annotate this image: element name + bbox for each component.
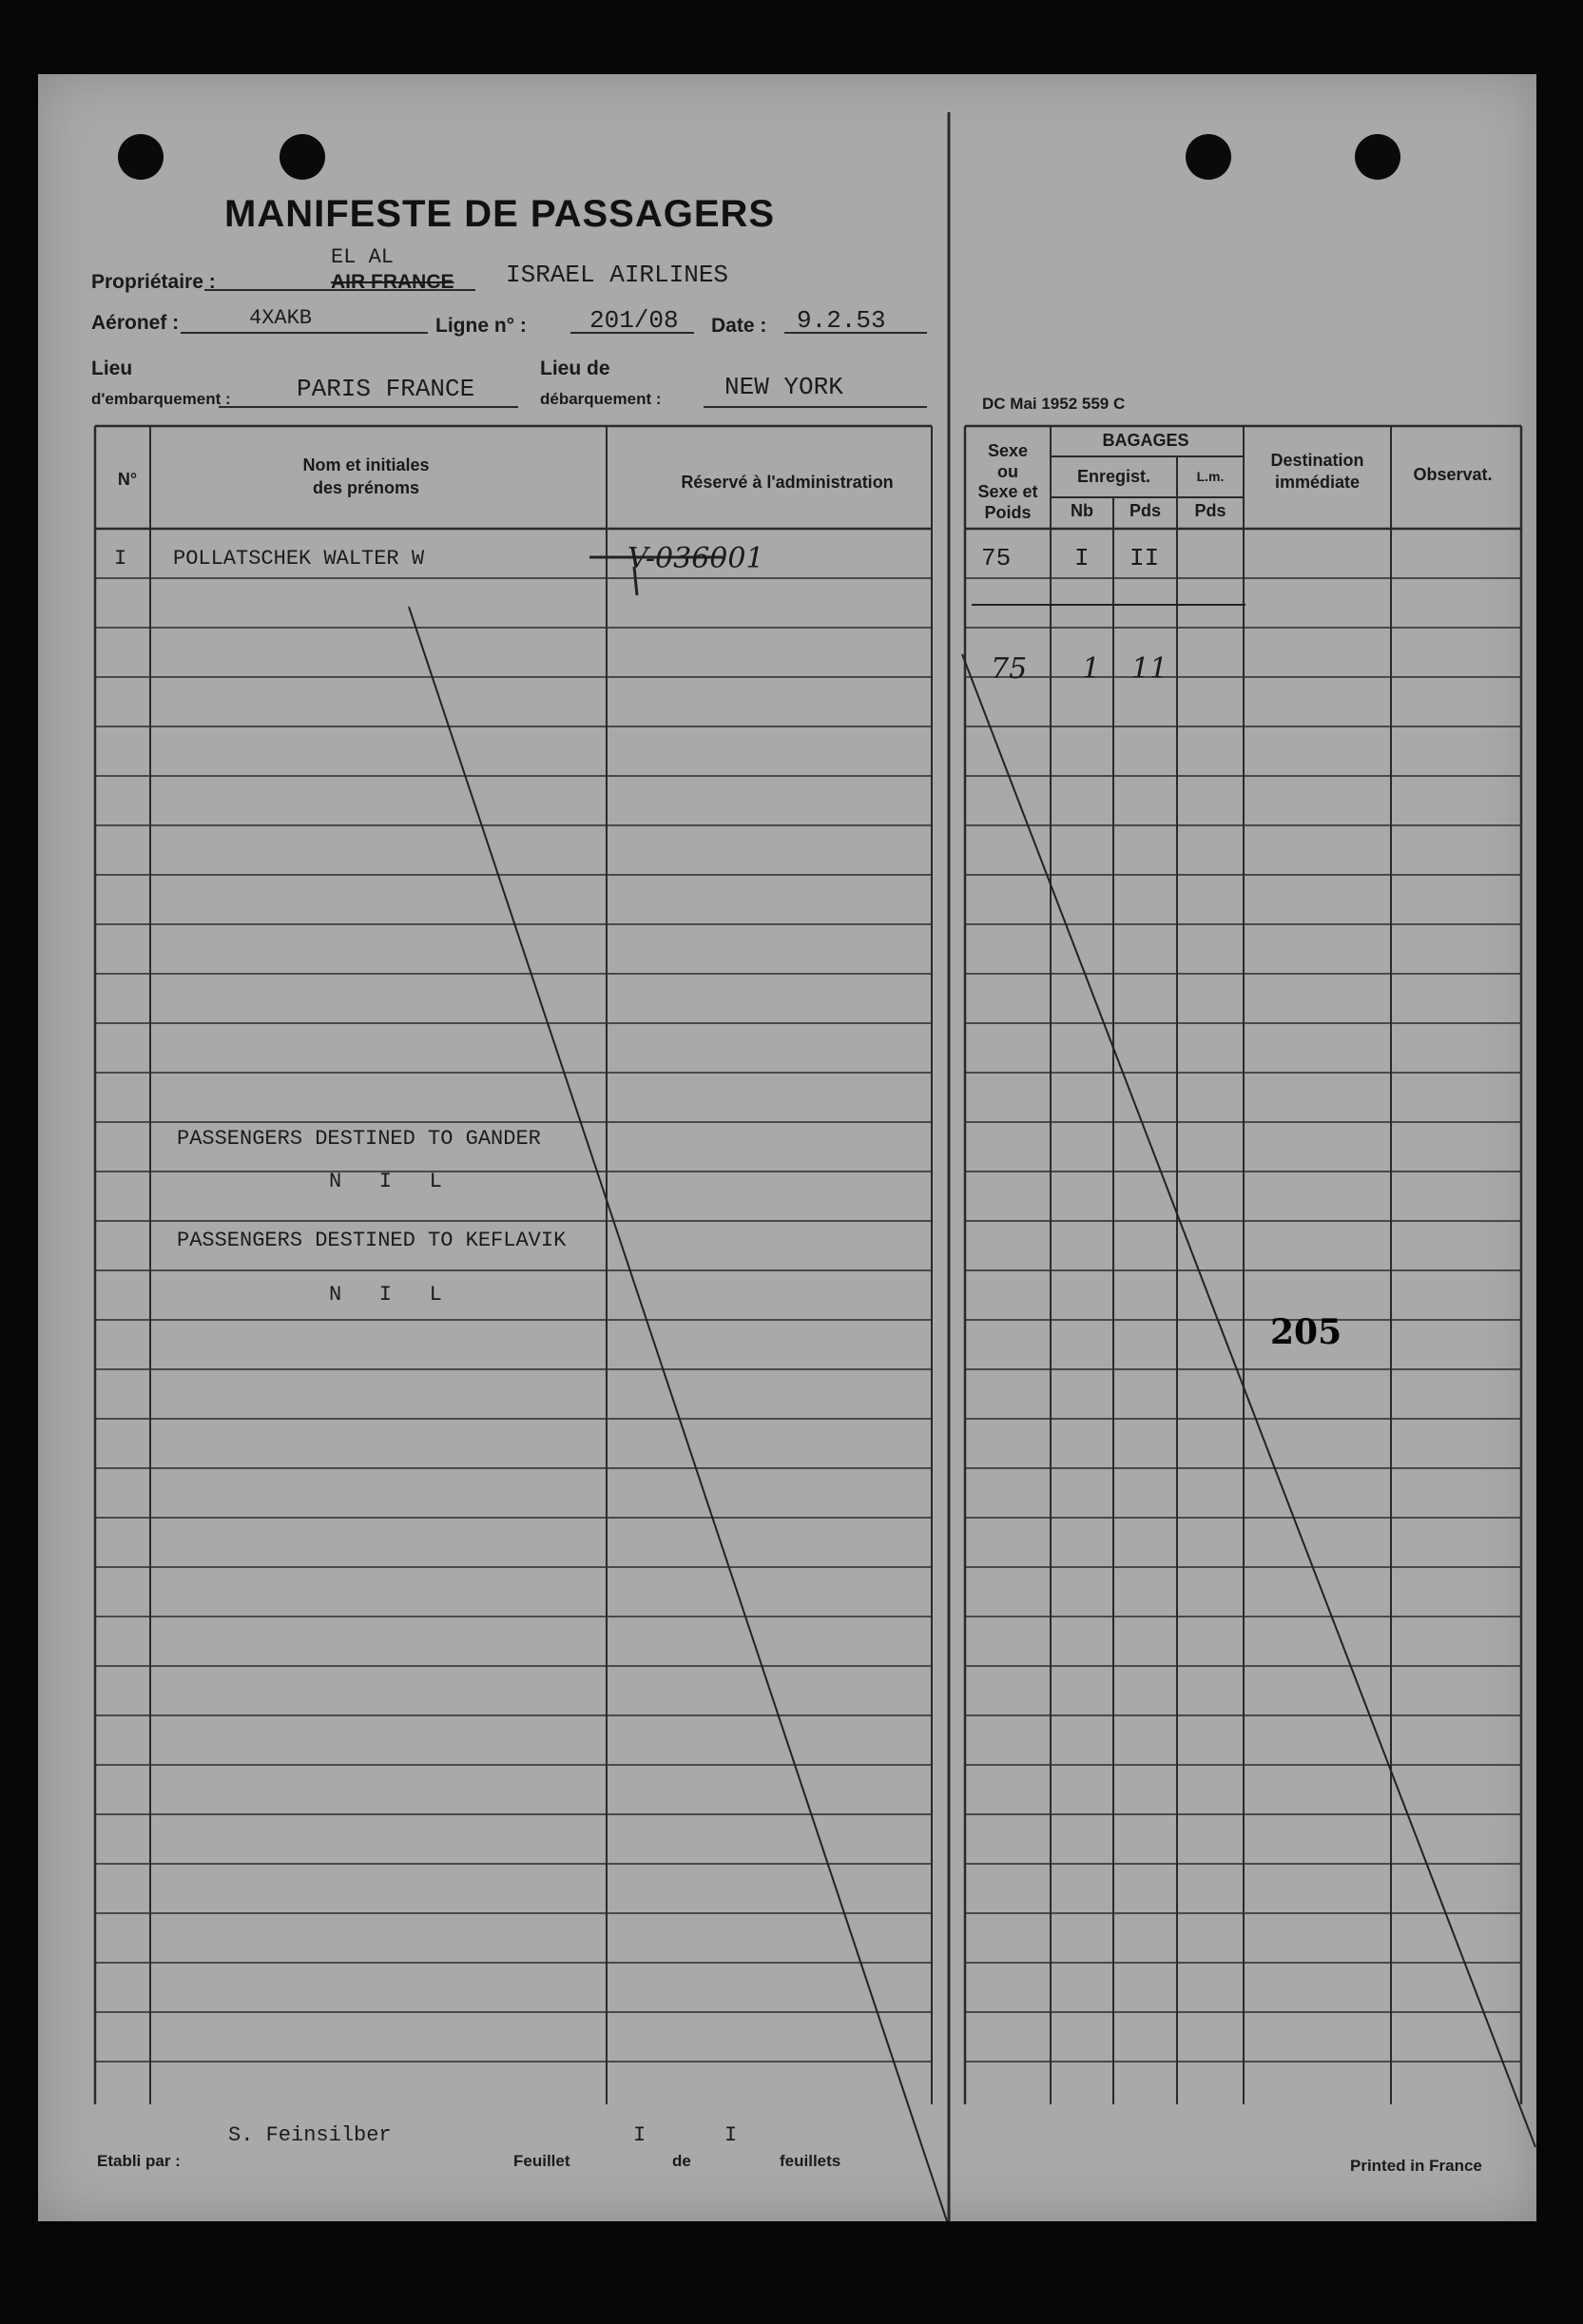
col-header-pds-2: Pds — [1194, 501, 1226, 520]
of-value: I — [724, 2123, 738, 2147]
col-header-sexe-1: Sexe — [987, 441, 1029, 460]
sheet-value: I — [633, 2123, 647, 2147]
passenger-admin-number: V-036001 — [627, 542, 764, 575]
note-keflavik-nil: N I L — [329, 1283, 442, 1307]
punch-hole — [280, 134, 325, 180]
disembark-value: NEW YORK — [724, 373, 843, 401]
col-header-enregist: Enregist. — [1076, 467, 1151, 486]
col-header-pds-1: Pds — [1129, 501, 1161, 520]
note-keflavik: PASSENGERS DESTINED TO KEFLAVIK — [177, 1229, 567, 1252]
punch-hole — [1186, 134, 1231, 180]
embark-value: PARIS FRANCE — [297, 375, 475, 403]
col-header-dest-2: immédiate — [1274, 473, 1361, 492]
stamp-number: 205 — [1270, 1312, 1342, 1352]
col-header-bagages: BAGAGES — [1102, 431, 1189, 450]
note-gander: PASSENGERS DESTINED TO GANDER — [177, 1127, 541, 1151]
form-title: MANIFESTE DE PASSAGERS — [224, 193, 776, 235]
punch-hole — [1355, 134, 1400, 180]
owner-overtype: EL AL — [331, 245, 395, 269]
diagonal-cancel-line-left — [409, 607, 970, 2221]
line-label: Ligne n° : — [435, 315, 527, 337]
sheet-label: Feuillet — [513, 2152, 570, 2170]
col-header-admin: Réservé à l'administration — [681, 473, 894, 492]
aircraft-label: Aéronef : — [91, 312, 180, 334]
diagonal-cancel-line-right — [962, 654, 1535, 2147]
total-weight: 75 — [991, 652, 1028, 686]
total-bag-pds: 11 — [1131, 652, 1168, 686]
owner-value: ISRAEL AIRLINES — [506, 261, 729, 289]
disembark-label-1: Lieu de — [540, 358, 610, 379]
sheets-label: feuillets — [780, 2152, 841, 2170]
col-header-dest-1: Destination — [1270, 451, 1364, 470]
col-header-sexe-2: ou — [997, 462, 1018, 481]
owner-label: Propriétaire : — [91, 271, 216, 293]
passenger-bag-pds: II — [1129, 544, 1160, 572]
established-label: Etabli par : — [97, 2152, 181, 2170]
date-value: 9.2.53 — [797, 306, 886, 335]
date-label: Date : — [711, 315, 767, 337]
of-label: de — [672, 2152, 691, 2170]
embark-label-2: d'embarquement : — [91, 390, 231, 408]
passenger-bag-nb: I — [1074, 544, 1090, 572]
passenger-weight: 75 — [981, 544, 1012, 572]
col-header-sexe-3: Sexe et — [977, 482, 1038, 501]
established-value: S. Feinsilber — [228, 2123, 392, 2147]
disembark-label-2: débarquement : — [540, 390, 662, 408]
col-header-sexe-4: Poids — [984, 503, 1032, 522]
col-header-name-1: Nom et initiales — [302, 455, 430, 474]
total-bag-nb: 1 — [1082, 652, 1101, 686]
aircraft-value: 4XAKB — [249, 306, 313, 330]
col-header-nb: Nb — [1071, 501, 1093, 520]
line-value: 201/08 — [589, 306, 679, 335]
printed-in-france: Printed in France — [1350, 2157, 1482, 2175]
embark-label-1: Lieu — [91, 358, 133, 379]
owner-struck: AIR FRANCE — [331, 271, 454, 293]
col-header-name-2: des prénoms — [312, 478, 420, 497]
form-code: DC Mai 1952 559 C — [982, 395, 1126, 413]
col-header-num: N° — [117, 470, 138, 489]
passenger-num: I — [114, 547, 127, 571]
col-header-lm: L.m. — [1196, 469, 1225, 484]
punch-hole — [118, 134, 164, 180]
col-header-observ: Observat. — [1413, 465, 1493, 484]
note-gander-nil: N I L — [329, 1170, 442, 1193]
manifest-sheet — [38, 74, 1536, 2221]
passenger-name: POLLATSCHEK WALTER W — [173, 547, 425, 571]
